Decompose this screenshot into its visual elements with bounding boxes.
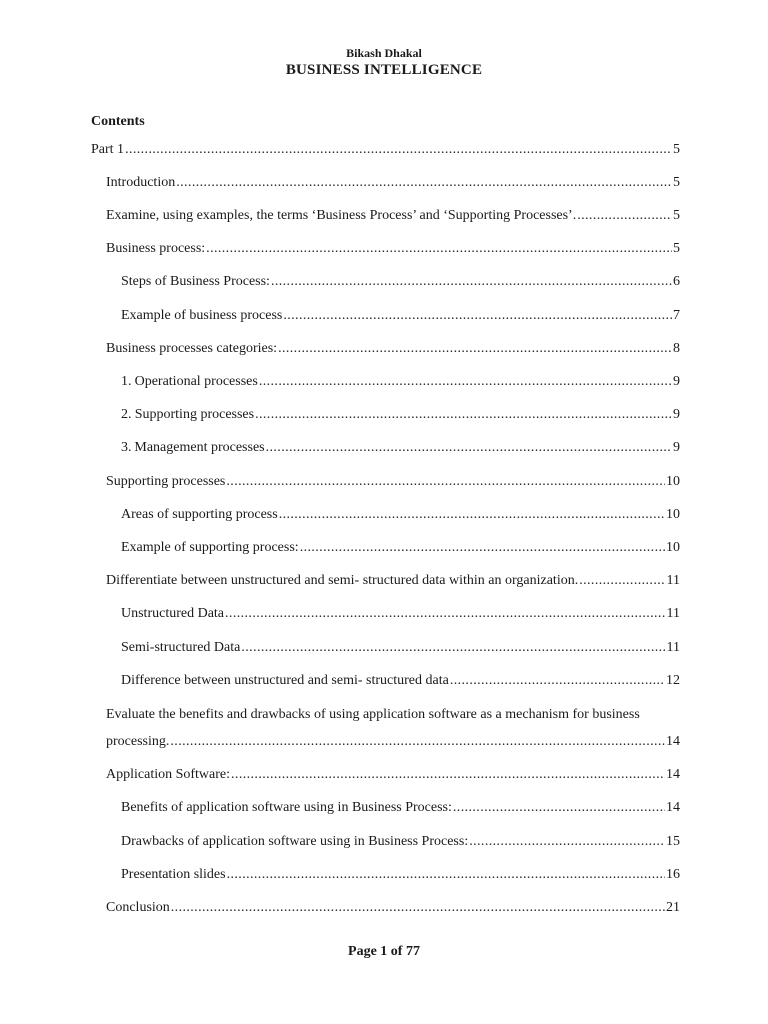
toc-leader <box>266 439 672 457</box>
toc-leader <box>241 639 665 657</box>
toc-entry[interactable] <box>106 473 680 491</box>
toc-leader <box>225 605 665 623</box>
toc-entry[interactable] <box>91 141 680 159</box>
toc-entry-title: Business processes categories: <box>106 341 278 356</box>
toc-entry-title: Semi-structured Data <box>121 640 241 655</box>
toc-entry[interactable] <box>121 866 680 884</box>
toc-entry-page: 9 <box>673 374 680 389</box>
toc-entry[interactable] <box>121 506 680 524</box>
toc-leader <box>176 174 672 192</box>
toc-entry-page: 11 <box>666 573 680 588</box>
toc-entry[interactable] <box>121 639 680 657</box>
toc-entry-title: Example of business process <box>121 308 283 323</box>
toc-entry-title: Unstructured Data <box>121 606 225 621</box>
toc-entry-number: 1. <box>121 374 132 389</box>
toc-entry-title: Drawbacks of application software using in Business Process: <box>121 834 469 849</box>
toc-entry[interactable] <box>121 539 680 557</box>
toc-entry-page: 9 <box>673 440 680 455</box>
toc-entry-title: Differentiate between unstructured and semi- structured data within an organization. <box>106 573 579 588</box>
toc-leader <box>469 833 665 851</box>
toc-entry-title: Examine, using examples, the terms ‘Business Process’ and ‘Supporting Processes’. <box>106 208 577 223</box>
toc-leader <box>227 866 665 884</box>
toc-entry-page: 11 <box>666 606 680 621</box>
toc-leader <box>450 672 665 690</box>
toc-leader <box>453 799 665 817</box>
toc-entry-title-line1[interactable]: Evaluate the benefits and drawbacks of using application software as a mechanism for business <box>106 707 640 722</box>
toc-entry-page: 12 <box>666 673 680 688</box>
toc-entry[interactable] <box>106 572 680 590</box>
toc-entry-title: Benefits of application software using in Business Process: <box>121 800 452 815</box>
toc-entry-number: 2. <box>121 407 132 422</box>
toc-entry[interactable] <box>121 605 680 623</box>
toc-entry-title: Introduction <box>106 175 176 190</box>
toc-entry-title: Conclusion <box>106 900 170 915</box>
toc-entry-page: 15 <box>666 834 680 849</box>
toc-leader <box>170 733 665 751</box>
toc-entry-title: Application Software: <box>106 767 231 782</box>
contents-heading: Contents <box>91 114 145 129</box>
toc-entry[interactable] <box>106 766 680 784</box>
toc-entry-title: Supporting processes <box>134 407 255 422</box>
toc-entry[interactable] <box>106 899 680 917</box>
toc-leader <box>206 240 672 258</box>
toc-entry[interactable] <box>121 799 680 817</box>
toc-entry-title: Steps of Business Process: <box>121 274 270 289</box>
toc-entry-page: 14 <box>666 800 680 815</box>
toc-entry[interactable] <box>106 207 680 225</box>
toc-entry-page: 16 <box>666 867 680 882</box>
toc-leader <box>171 899 665 917</box>
toc-leader <box>231 766 665 784</box>
toc-entry-page: 5 <box>673 142 680 157</box>
toc-leader <box>579 572 665 590</box>
toc-entry-title: Example of supporting process: <box>121 540 299 555</box>
toc-entry[interactable] <box>121 406 680 424</box>
toc-entry-page: 11 <box>666 640 680 655</box>
toc-entry[interactable] <box>106 340 680 358</box>
toc-entry-page: 6 <box>673 274 680 289</box>
toc-leader <box>271 273 672 291</box>
author-name: Bikash Dhakal <box>346 46 422 60</box>
toc-entry[interactable] <box>121 373 680 391</box>
toc-leader <box>259 373 672 391</box>
toc-entry-page: 21 <box>666 900 680 915</box>
page-number-footer: Page 1 of 77 <box>348 944 420 959</box>
toc-entry-title: Business process: <box>106 241 206 256</box>
toc-entry-page: 10 <box>666 474 680 489</box>
toc-leader <box>279 506 665 524</box>
toc-entry[interactable] <box>121 273 680 291</box>
toc-entry-page: 5 <box>673 175 680 190</box>
toc-leader <box>577 207 672 225</box>
toc-entry-title: Difference between unstructured and semi- structured data <box>121 673 449 688</box>
toc-entry[interactable] <box>106 733 680 751</box>
toc-entry-page: 8 <box>673 341 680 356</box>
toc-leader <box>226 473 665 491</box>
toc-entry-page: 5 <box>673 208 680 223</box>
toc-entry[interactable] <box>121 672 680 690</box>
toc-entry-title: Management processes <box>134 440 265 455</box>
toc-leader <box>283 307 672 325</box>
toc-entry-page: 14 <box>666 767 680 782</box>
toc-leader <box>300 539 665 557</box>
toc-entry[interactable] <box>121 307 680 325</box>
toc-entry[interactable] <box>106 240 680 258</box>
toc-entry-title: Part 1 <box>91 142 125 157</box>
toc-entry-page: 7 <box>673 308 680 323</box>
toc-entry-page: 10 <box>666 507 680 522</box>
toc-entry[interactable] <box>121 833 680 851</box>
toc-entry-title: Areas of supporting process <box>121 507 278 522</box>
toc-entry-page: 5 <box>673 241 680 256</box>
toc-entry-title: Operational processes <box>134 374 258 389</box>
toc-entry[interactable] <box>121 439 680 457</box>
toc-leader <box>255 406 672 424</box>
toc-entry-page: 14 <box>666 734 680 749</box>
toc-entry-page: 10 <box>666 540 680 555</box>
toc-entry-title: Supporting processes <box>106 474 226 489</box>
toc-entry-number: 3. <box>121 440 132 455</box>
document-title: BUSINESS INTELLIGENCE <box>285 62 483 78</box>
toc-leader <box>278 340 672 358</box>
toc-entry-title: Presentation slides <box>121 867 226 882</box>
toc-leader <box>125 141 672 159</box>
toc-entry-page: 9 <box>673 407 680 422</box>
toc-entry-title: processing. <box>106 734 170 749</box>
toc-entry[interactable] <box>106 174 680 192</box>
